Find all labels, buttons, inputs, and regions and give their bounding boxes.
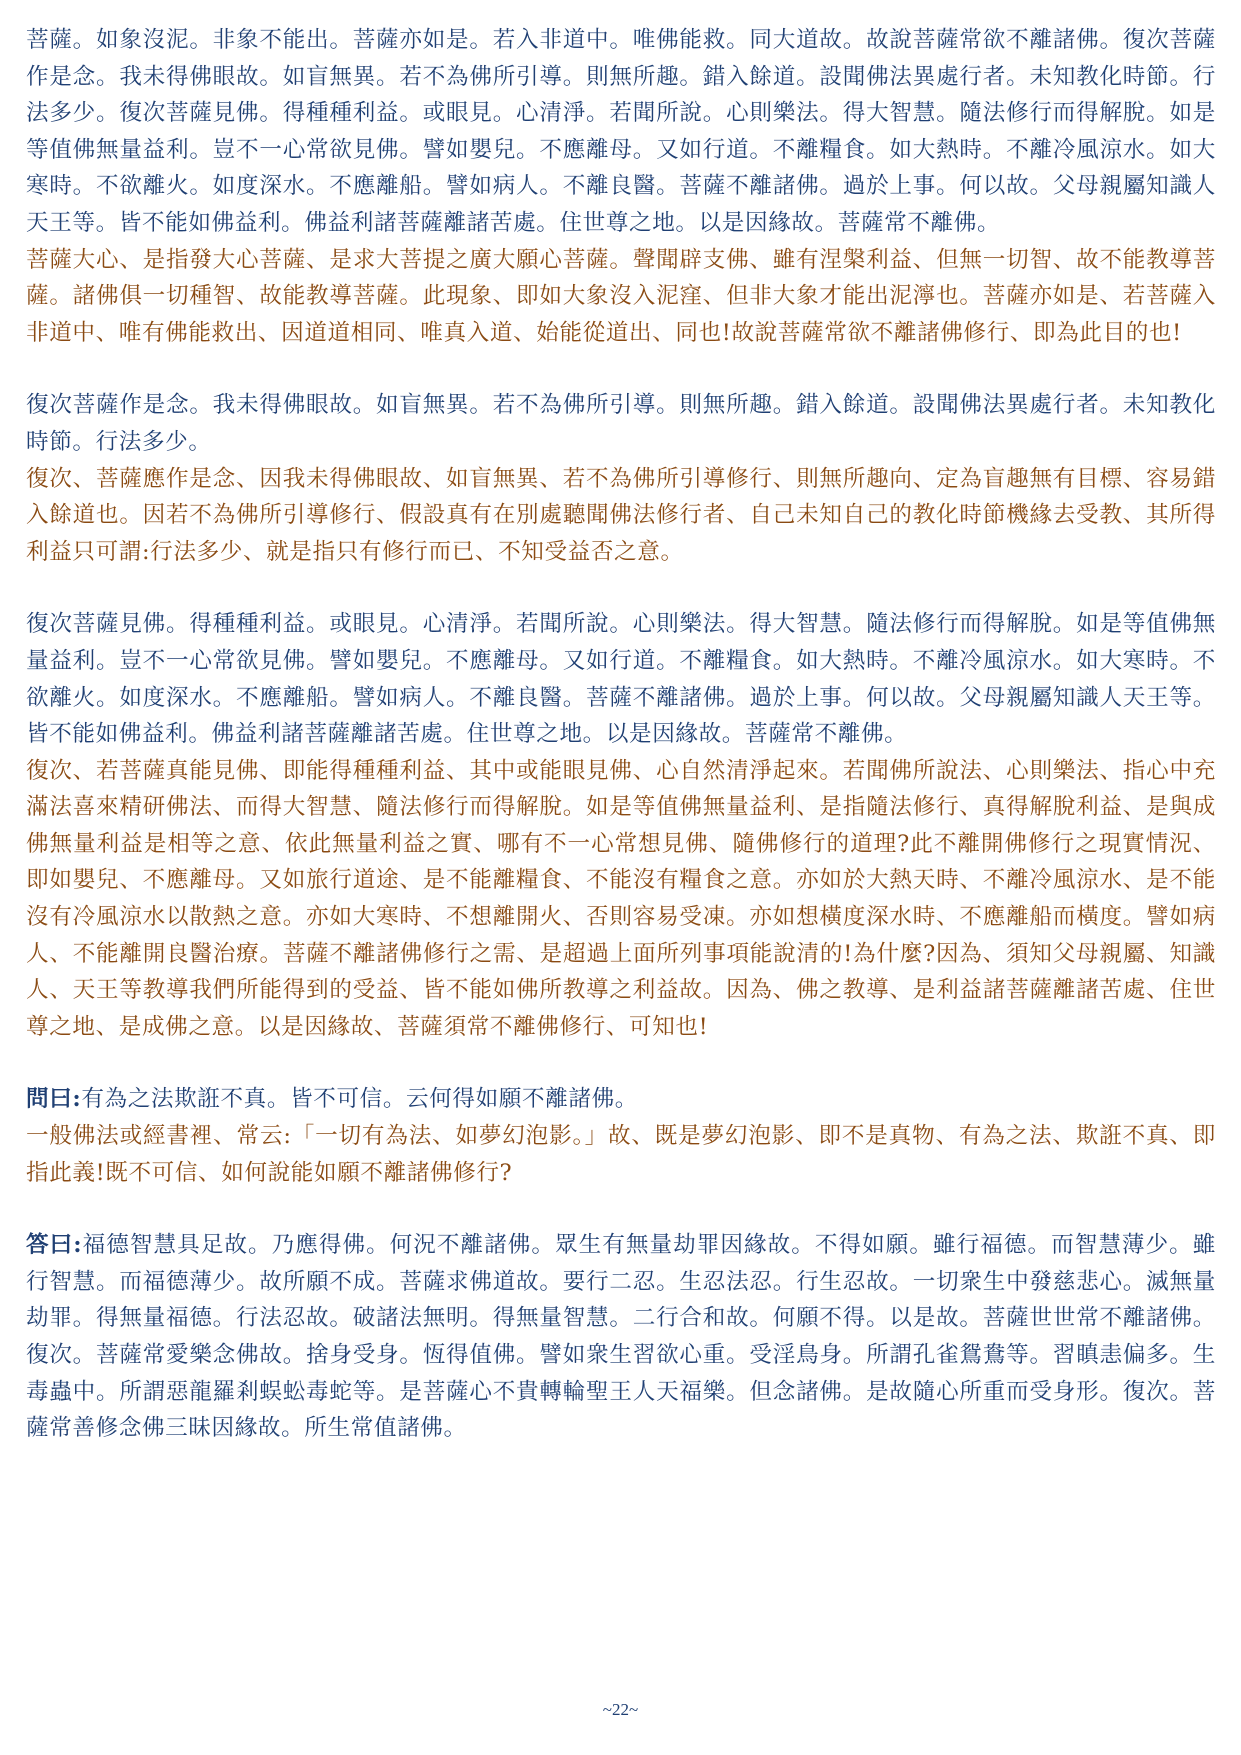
commentary-paragraph-2: 復次、菩薩應作是念、因我未得佛眼故、如盲無異、若不為佛所引導修行、則無所趣向、定為盲趣無有目標、容易錯入餘道也。因若不為佛所引導修行、假設真有在別處聽聞佛法修行者、自己未知自己的教化時節機緣去受教、其所得利益只可謂:行法多少、就是指只有修行而已、不知受益否之意。 bbox=[26, 465, 1216, 565]
sutra-paragraph-2: 復次菩薩作是念。我未得佛眼故。如盲無異。若不為佛所引導。則無所趣。錯入餘道。設聞佛法異處行者。未知教化時節。行法多少。 bbox=[26, 392, 1216, 455]
answer-label: 答曰: bbox=[26, 1232, 83, 1259]
question-commentary: 一般佛法或經書裡、常云:「一切有為法、如夢幻泡影。」故、既是夢幻泡影、即不是真物、有為之法、欺誑不真、即指此義!既不可信、如何說能如願不離諸佛修行? bbox=[26, 1123, 1216, 1186]
sutra-paragraph-3: 復次菩薩見佛。得種種利益。或眼見。心清淨。若聞所說。心則樂法。得大智慧。隨法修行而得解脫。如是等值佛無量益利。豈不一心常欲見佛。譬如嬰兒。不應離母。又如行道。不離糧食。如大熱時。不離冷風涼水。如大寒時。不欲離火。如度深水。不應離船。譬如病人。不離良醫。菩薩不離諸佛。過於上事。何以故。父母親屬知識人天王等。皆不能如佛益利。佛益利諸菩薩離諸苦處。住世尊之地。以是因緣故。菩薩常不離佛。 bbox=[26, 611, 1216, 748]
answer-paragraph bbox=[26, 1227, 1216, 1447]
question-text: 有為之法欺誑不真。皆不可信。云何得如願不離諸佛。 bbox=[81, 1086, 638, 1113]
paragraph-gap bbox=[26, 351, 1216, 387]
question-label: 問曰: bbox=[26, 1086, 82, 1113]
commentary-paragraph-3: 復次、若菩薩真能見佛、即能得種種利益、其中或能眼見佛、心自然清淨起來。若聞佛所說法、心則樂法、指心中充滿法喜來精研佛法、而得大智慧、隨法修行而得解脫。如是等值佛無量益利、是指隨法修行、真得解脫利益、是與成佛無量利益是相等之意、依此無量利益之實、哪有不一心常想見佛、隨佛修行的道理?此不離開佛修行之現實情況、即如嬰兒、不應離母。又如旅行道途、是不能離糧食、不能沒有糧食之意。亦如於大熱天時、不離冷風涼水、是不能沒有冷風涼水以散熱之意。亦如大寒時、不想離開火、否則容易受凍。亦如想橫度深水時、不應離船而橫度。譬如病人、不能離開良醫治療。菩薩不離諸佛修行之需、是超過上面所列事項能說清的!為什麼?因為、須知父母親屬、知識人、天王等教導我們所能得到的受益、皆不能如佛所教導之利益故。因為、佛之教導、是利益諸菩薩離諸苦處、住世尊之地、是成佛之意。以是因緣故、菩薩須常不離佛修行、可知也! bbox=[26, 757, 1216, 1040]
commentary-paragraph-1: 菩薩大心、是指發大心菩薩、是求大菩提之廣大願心菩薩。聲聞辟支佛、雖有涅槃利益、但無一切智、故不能教導菩薩。諸佛俱一切種智、故能教導菩薩。此現象、即如大象沒入泥窪、但非大象才能出泥濘也。菩薩亦如是、若菩薩入非道中、唯有佛能救出、因道道相同、唯真入道、始能從道出、同也!故說菩薩常欲不離諸佛修行、即為此目的也! bbox=[26, 246, 1216, 346]
paragraph-gap bbox=[26, 1191, 1216, 1227]
sutra-paragraph-1: 菩薩。如象沒泥。非象不能出。菩薩亦如是。若入非道中。唯佛能救。同大道故。故說菩薩常欲不離諸佛。復次菩薩作是念。我未得佛眼故。如盲無異。若不為佛所引導。則無所趣。錯入餘道。設聞佛法異處行者。未知教化時節。行法多少。復次菩薩見佛。得種種利益。或眼見。心清淨。若聞所說。心則樂法。得大智慧。隨法修行而得解脫。如是等值佛無量益利。豈不一心常欲見佛。譬如嬰兒。不應離母。又如行道。不離糧食。如大熱時。不離冷風涼水。如大寒時。不欲離火。如度深水。不應離船。譬如病人。不離良醫。菩薩不離諸佛。過於上事。何以故。父母親屬知識人天王等。皆不能如佛益利。佛益利諸菩薩離諸苦處。住世尊之地。以是因緣故。菩薩常不離佛。 bbox=[26, 27, 1216, 236]
paragraph-gap bbox=[26, 1045, 1216, 1081]
answer-text: 福德智慧具足故。乃應得佛。何況不離諸佛。眾生有無量劫罪因緣故。不得如願。雖行福德。而智慧薄少。雖行智慧。而福德薄少。故所願不成。菩薩求佛道故。要行二忍。生忍法忍。行生忍故。一切衆生中發慈悲心。滅無量劫罪。得無量福德。行法忍故。破諸法無明。得無量智慧。二行合和故。何願不得。以是故。菩薩世世常不離諸佛。復次。菩薩常愛樂念佛故。捨身受身。恆得值佛。譬如衆生習欲心重。受淫鳥身。所謂孔雀鴛鴦等。習瞋恚偏多。生毒蟲中。所謂惡龍羅剎蜈蚣毒蛇等。是菩薩心不貴轉輪聖王人天福樂。但念諸佛。是故隨心所重而受身形。復次。菩薩常善修念佛三昧因緣故。所生常值諸佛。 bbox=[26, 1232, 1216, 1442]
document-body bbox=[26, 22, 1216, 1447]
paragraph-gap bbox=[26, 570, 1216, 606]
question-paragraph bbox=[26, 1081, 1216, 1118]
page-number: ~22~ bbox=[602, 1700, 639, 1719]
